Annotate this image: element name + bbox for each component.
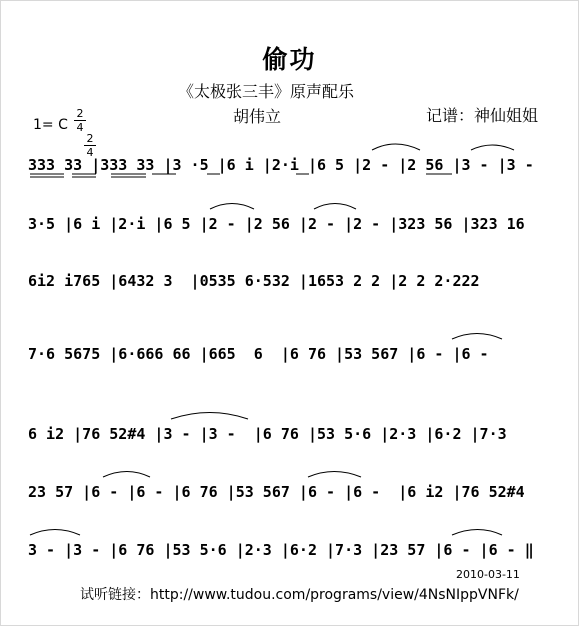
notation-row-2: 3·5 |6 i |2·i |6 5 |2 - |2 56 |2 - |2 - |323 56 |323 16 bbox=[28, 215, 525, 233]
notation-row-3: 6i2 i765 |6432 3 |0535 6·532 |1653 2 2 |2 2 2·222 bbox=[28, 272, 480, 290]
song-subtitle: 《太极张三丰》原声配乐 bbox=[178, 82, 355, 101]
slur-group bbox=[30, 144, 514, 535]
transcriber-credit: 记谱：神仙姐姐 bbox=[426, 106, 539, 125]
notation-row-4: 7·6 5675 |6·666 66 |665 6 |6 76 |53 567 |6 - |6 - bbox=[28, 345, 489, 363]
transcription-date: 2010-03-11 bbox=[456, 568, 520, 581]
key-signature: 1= C bbox=[33, 117, 68, 133]
notation-row-6: 23 57 |6 - |6 - |6 76 |53 567 |6 - |6 - |6 i2 |76 52#4 bbox=[28, 483, 525, 501]
notation-row-1: 333 33 |333 33 |3 ·5 |6 i |2·i |6 5 |2 - |2 56 |3 - |3 - bbox=[28, 156, 534, 174]
notation-row-5: 6 i2 |76 52#4 |3 - |3 - |6 76 |53 5·6 |2·3 |6·2 |7·3 bbox=[28, 425, 507, 443]
time-signature-change-top: 2 bbox=[86, 132, 94, 145]
underline-group-row-1 bbox=[30, 174, 452, 177]
listen-link[interactable]: 试听链接：http://www.tudou.com/programs/view/4NsNIppVNFk/ bbox=[80, 587, 519, 603]
song-title: 偷功 bbox=[262, 45, 317, 74]
composer-name: 胡伟立 bbox=[233, 107, 282, 126]
time-signature-bottom: 4 bbox=[76, 121, 84, 134]
notation-row-7: 3 - |3 - |6 76 |53 5·6 |2·3 |6·2 |7·3 |23 57 |6 - |6 - ‖ bbox=[28, 541, 534, 559]
time-signature-change-bottom: 4 bbox=[86, 146, 94, 159]
time-signature-top: 2 bbox=[76, 107, 84, 120]
